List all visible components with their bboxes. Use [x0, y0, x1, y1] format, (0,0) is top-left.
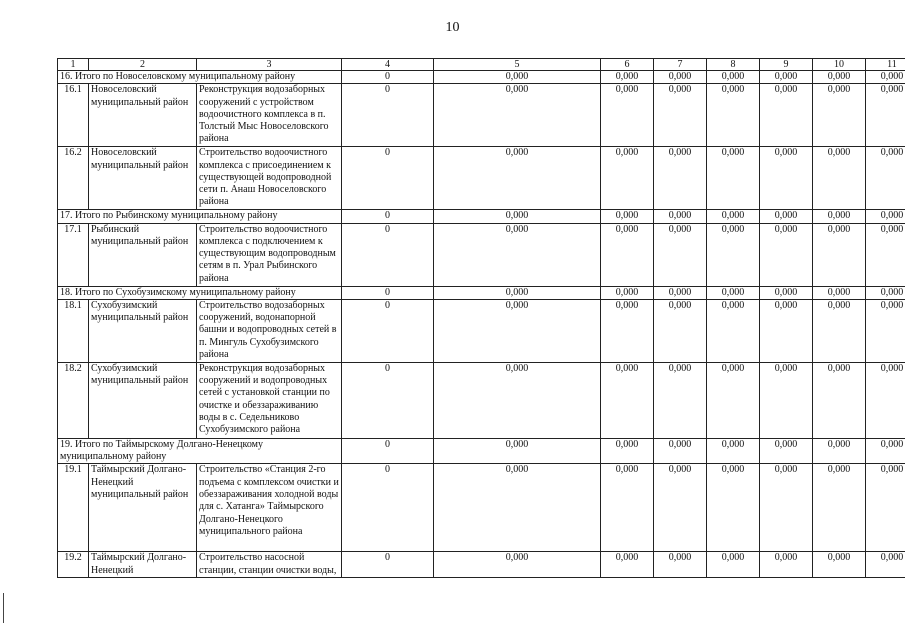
value-cell: 0,000	[866, 84, 905, 147]
value-cell: 0,000	[866, 464, 905, 552]
district-cell: Сухобузимский муниципальный район	[89, 362, 197, 438]
description-cell: Реконструкция водозаборных сооружений с устройством водоочистного комплекса в п. Толстый Мыс Новоселовского района	[197, 84, 342, 147]
value-cell: 0,000	[654, 147, 707, 210]
row-number-cell: 19.1	[58, 464, 89, 552]
row-number-cell: 18.2	[58, 362, 89, 438]
district-cell: Таймырский Долгано-Ненецкий	[89, 552, 197, 578]
header-cell: 11	[866, 59, 905, 71]
value-cell: 0	[342, 362, 434, 438]
value-cell: 0,000	[813, 210, 866, 223]
value-cell: 0,000	[760, 464, 813, 552]
description-cell: Строительство водоочистного комплекса с присоединением к существующей водопроводной сети п. Анаш Новоселовского района	[197, 147, 342, 210]
value-cell: 0,000	[866, 223, 905, 286]
value-cell: 0	[342, 552, 434, 578]
value-cell: 0	[342, 299, 434, 362]
value-cell: 0,000	[760, 286, 813, 299]
description-cell: Строительство водозаборных сооружений, водонапорной башни и водопроводных сетей в п. Мингуль Сухобузимского района	[197, 299, 342, 362]
value-cell: 0,000	[813, 147, 866, 210]
value-cell: 0,000	[760, 223, 813, 286]
value-cell: 0,000	[434, 223, 601, 286]
value-cell: 0,000	[760, 147, 813, 210]
value-cell: 0,000	[760, 362, 813, 438]
value-cell: 0,000	[654, 464, 707, 552]
value-cell: 0,000	[813, 223, 866, 286]
value-cell: 0,000	[654, 286, 707, 299]
value-cell: 0,000	[813, 362, 866, 438]
value-cell: 0,000	[707, 464, 760, 552]
value-cell: 0,000	[434, 210, 601, 223]
value-cell: 0,000	[654, 223, 707, 286]
value-cell: 0,000	[707, 552, 760, 578]
value-cell: 0	[342, 438, 434, 464]
item-row	[58, 84, 905, 147]
value-cell: 0,000	[434, 286, 601, 299]
header-cell: 5	[434, 59, 601, 71]
row-number-cell: 16.2	[58, 147, 89, 210]
total-row	[58, 71, 905, 84]
description-cell: Строительство водоочистного комплекса с подключением к существующим водопроводным сетям в п. Урал Рыбинского района	[197, 223, 342, 286]
row-number-cell: 19.2	[58, 552, 89, 578]
description-cell: Строительство «Станция 2-го подъема с комплексом очистки и обеззараживания холодной воды для с. Хатанга» Таймырского Долгано-Ненецкого муниципального района	[197, 464, 342, 552]
header-cell: 2	[89, 59, 197, 71]
value-cell: 0,000	[707, 438, 760, 464]
total-row	[58, 210, 905, 223]
value-cell: 0,000	[813, 71, 866, 84]
value-cell: 0,000	[813, 286, 866, 299]
item-row	[58, 147, 905, 210]
value-cell: 0,000	[760, 210, 813, 223]
row-number-cell: 18.1	[58, 299, 89, 362]
item-row	[58, 552, 905, 578]
value-cell: 0,000	[601, 299, 654, 362]
total-label-cell: 16. Итого по Новоселовскому муниципальному району	[58, 71, 342, 84]
value-cell: 0,000	[601, 464, 654, 552]
header-cell: 1	[58, 59, 89, 71]
value-cell: 0,000	[813, 464, 866, 552]
value-cell: 0,000	[707, 362, 760, 438]
row-number-cell: 17.1	[58, 223, 89, 286]
total-row	[58, 438, 905, 464]
total-label-cell: 19. Итого по Таймырскому Долгано-Ненецкому муниципальному району	[58, 438, 342, 464]
value-cell: 0,000	[434, 71, 601, 84]
value-cell: 0	[342, 286, 434, 299]
value-cell: 0,000	[866, 147, 905, 210]
value-cell: 0,000	[707, 210, 760, 223]
value-cell: 0,000	[760, 552, 813, 578]
district-cell: Рыбинский муниципальный район	[89, 223, 197, 286]
value-cell: 0,000	[866, 552, 905, 578]
value-cell: 0,000	[813, 438, 866, 464]
page-number: 10	[445, 20, 460, 35]
value-cell: 0	[342, 223, 434, 286]
value-cell: 0,000	[813, 552, 866, 578]
district-cell: Новоселовский муниципальный район	[89, 147, 197, 210]
header-cell: 10	[813, 59, 866, 71]
value-cell: 0,000	[601, 438, 654, 464]
value-cell: 0,000	[866, 210, 905, 223]
value-cell: 0	[342, 464, 434, 552]
value-cell: 0,000	[601, 286, 654, 299]
district-cell: Сухобузимский муниципальный район	[89, 299, 197, 362]
value-cell: 0,000	[601, 362, 654, 438]
value-cell: 0,000	[601, 223, 654, 286]
value-cell: 0,000	[707, 223, 760, 286]
value-cell: 0,000	[760, 299, 813, 362]
value-cell: 0,000	[760, 71, 813, 84]
value-cell: 0,000	[434, 84, 601, 147]
total-row	[58, 286, 905, 299]
value-cell: 0	[342, 71, 434, 84]
value-cell: 0,000	[866, 286, 905, 299]
header-cell: 7	[654, 59, 707, 71]
value-cell: 0,000	[654, 552, 707, 578]
description-cell: Реконструкция водозаборных сооружений и водопроводных сетей с установкой станции по очистке и обеззараживанию воды в с. Седельниково Сухобузимского района	[197, 362, 342, 438]
scan-edge-mark	[3, 593, 4, 623]
value-cell: 0,000	[707, 299, 760, 362]
row-number-cell: 16.1	[58, 84, 89, 147]
value-cell: 0,000	[813, 84, 866, 147]
value-cell: 0,000	[813, 299, 866, 362]
value-cell: 0	[342, 84, 434, 147]
value-cell: 0,000	[707, 147, 760, 210]
value-cell: 0,000	[654, 71, 707, 84]
value-cell: 0,000	[601, 552, 654, 578]
value-cell: 0,000	[434, 464, 601, 552]
value-cell: 0,000	[760, 438, 813, 464]
item-row	[58, 223, 905, 286]
value-cell: 0	[342, 210, 434, 223]
value-cell: 0,000	[707, 84, 760, 147]
value-cell: 0	[342, 147, 434, 210]
description-cell: Строительство насосной станции, станции очистки воды,	[197, 552, 342, 578]
header-cell: 6	[601, 59, 654, 71]
value-cell: 0,000	[601, 84, 654, 147]
value-cell: 0,000	[654, 210, 707, 223]
budget-table	[57, 58, 905, 578]
district-cell: Таймырский Долгано-Ненецкий муниципальный район	[89, 464, 197, 552]
header-cell: 3	[197, 59, 342, 71]
value-cell: 0,000	[434, 299, 601, 362]
value-cell: 0,000	[654, 438, 707, 464]
value-cell: 0,000	[654, 299, 707, 362]
total-label-cell: 18. Итого по Сухобузимскому муниципальному району	[58, 286, 342, 299]
value-cell: 0,000	[601, 210, 654, 223]
item-row	[58, 464, 905, 552]
value-cell: 0,000	[707, 286, 760, 299]
value-cell: 0,000	[866, 438, 905, 464]
district-cell: Новоселовский муниципальный район	[89, 84, 197, 147]
value-cell: 0,000	[434, 552, 601, 578]
value-cell: 0,000	[707, 71, 760, 84]
value-cell: 0,000	[434, 362, 601, 438]
total-label-cell: 17. Итого по Рыбинскому муниципальному району	[58, 210, 342, 223]
header-cell: 4	[342, 59, 434, 71]
value-cell: 0,000	[601, 71, 654, 84]
value-cell: 0,000	[434, 147, 601, 210]
value-cell: 0,000	[654, 362, 707, 438]
header-row	[58, 59, 905, 71]
value-cell: 0,000	[760, 84, 813, 147]
value-cell: 0,000	[866, 362, 905, 438]
item-row	[58, 362, 905, 438]
value-cell: 0,000	[866, 71, 905, 84]
header-cell: 8	[707, 59, 760, 71]
value-cell: 0,000	[601, 147, 654, 210]
header-cell: 9	[760, 59, 813, 71]
value-cell: 0,000	[866, 299, 905, 362]
value-cell: 0,000	[434, 438, 601, 464]
value-cell: 0,000	[654, 84, 707, 147]
item-row	[58, 299, 905, 362]
